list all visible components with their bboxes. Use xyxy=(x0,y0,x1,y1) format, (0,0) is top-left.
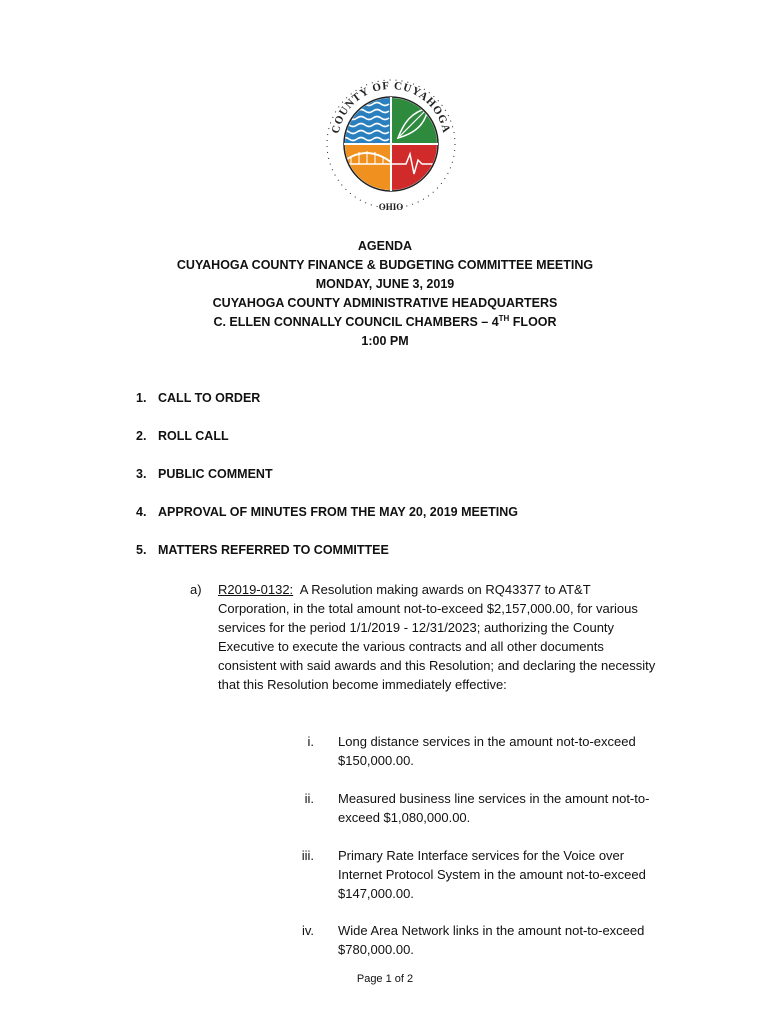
seal-top-text: COUNTY OF CUYAHOGA xyxy=(329,79,453,135)
agenda-page: COUNTY OF CUYAHOGA OHIO AGENDA CUYAHOGA COUNTY FINANCE & BUDGETING COMMITTEE MEETING MONDAY, JUNE 3, 2019 CUYAHOGA COUNTY ADMINISTRATIVE HEADQUARTERS C. ELLEN CONNALLY COUNCIL CHAMBERS – 4TH FLOOR 1:00 PM 1. CALL TO ORDER 2. ROLL CALL 3. PUBLIC COMMENT 4. APPROVAL OF MINUTES FROM THE MAY 20, 2019 MEETING 5. MATTERS REFERRED TO COMMITTEE a) R2019-0132: A Resolution making awards on RQ43377 to AT&T Corporation, in the total amount not-to-exceed $2,157,000.00, for various services for the period 1/1/2019 - 12/31/2023; authorizing the County Executive to execute the various contracts and all other documents consistent with said awards and this Resolution; and declaring the necessity that this Resolution become immediately effective: i. Long distance services in the amount not-to-exceed $150,000.00. ii. Measured business line services in the amount not-to-exceed $1,080,000.00. iii. Primary Rate Interface services for the Voice over Internet Protocol System in the amount not-to-exceed $147,000.00. iv. Wide Area Network links in the amount not-to-exceed $780,000.00. Page 1 of 2 xyxy=(0,0,770,1024)
bridge-quadrant xyxy=(341,142,393,194)
agenda-header xyxy=(0,237,770,351)
header-room: C. ELLEN CONNALLY COUNCIL CHAMBERS – 4TH FLOOR xyxy=(213,314,557,329)
page-number: Page 1 of 2 xyxy=(356,973,414,985)
resolution-text: R2019-0132: A Resolution making awards on RQ43377 to AT&T Corporation, in the total amount not-to-exceed $2,157,000.00, for various services for the period 1/1/2019 - 12/31/2023; authorizing the County Executive to execute the various contracts and all other documents consistent with said awards and this Resolution; and declaring the necessity that this Resolution become immediately effective: xyxy=(218,582,656,692)
header-date: MONDAY, JUNE 3, 2019 xyxy=(315,277,455,291)
resolution-reference: R2019-0132: xyxy=(218,582,294,597)
resolution-letter: a) xyxy=(190,582,202,597)
header-meeting-name: CUYAHOGA COUNTY FINANCE & BUDGETING COMMITTEE MEETING xyxy=(176,258,594,272)
header-time: 1:00 PM xyxy=(361,334,409,348)
county-seal-logo xyxy=(316,64,466,220)
agenda-item: 2. ROLL CALL xyxy=(136,429,229,443)
agenda-item: 5. MATTERS REFERRED TO COMMITTEE xyxy=(136,543,389,557)
header-title: AGENDA xyxy=(357,239,413,253)
agenda-item: 3. PUBLIC COMMENT xyxy=(136,467,273,481)
agenda-item: 4. APPROVAL OF MINUTES FROM THE MAY 20, 2019 MEETING xyxy=(136,505,519,519)
agenda-item: 1. CALL TO ORDER xyxy=(136,391,261,405)
header-location: CUYAHOGA COUNTY ADMINISTRATIVE HEADQUARTERS xyxy=(212,296,558,310)
seal-bottom-text: OHIO xyxy=(378,202,404,212)
heartbeat-quadrant xyxy=(389,142,441,194)
